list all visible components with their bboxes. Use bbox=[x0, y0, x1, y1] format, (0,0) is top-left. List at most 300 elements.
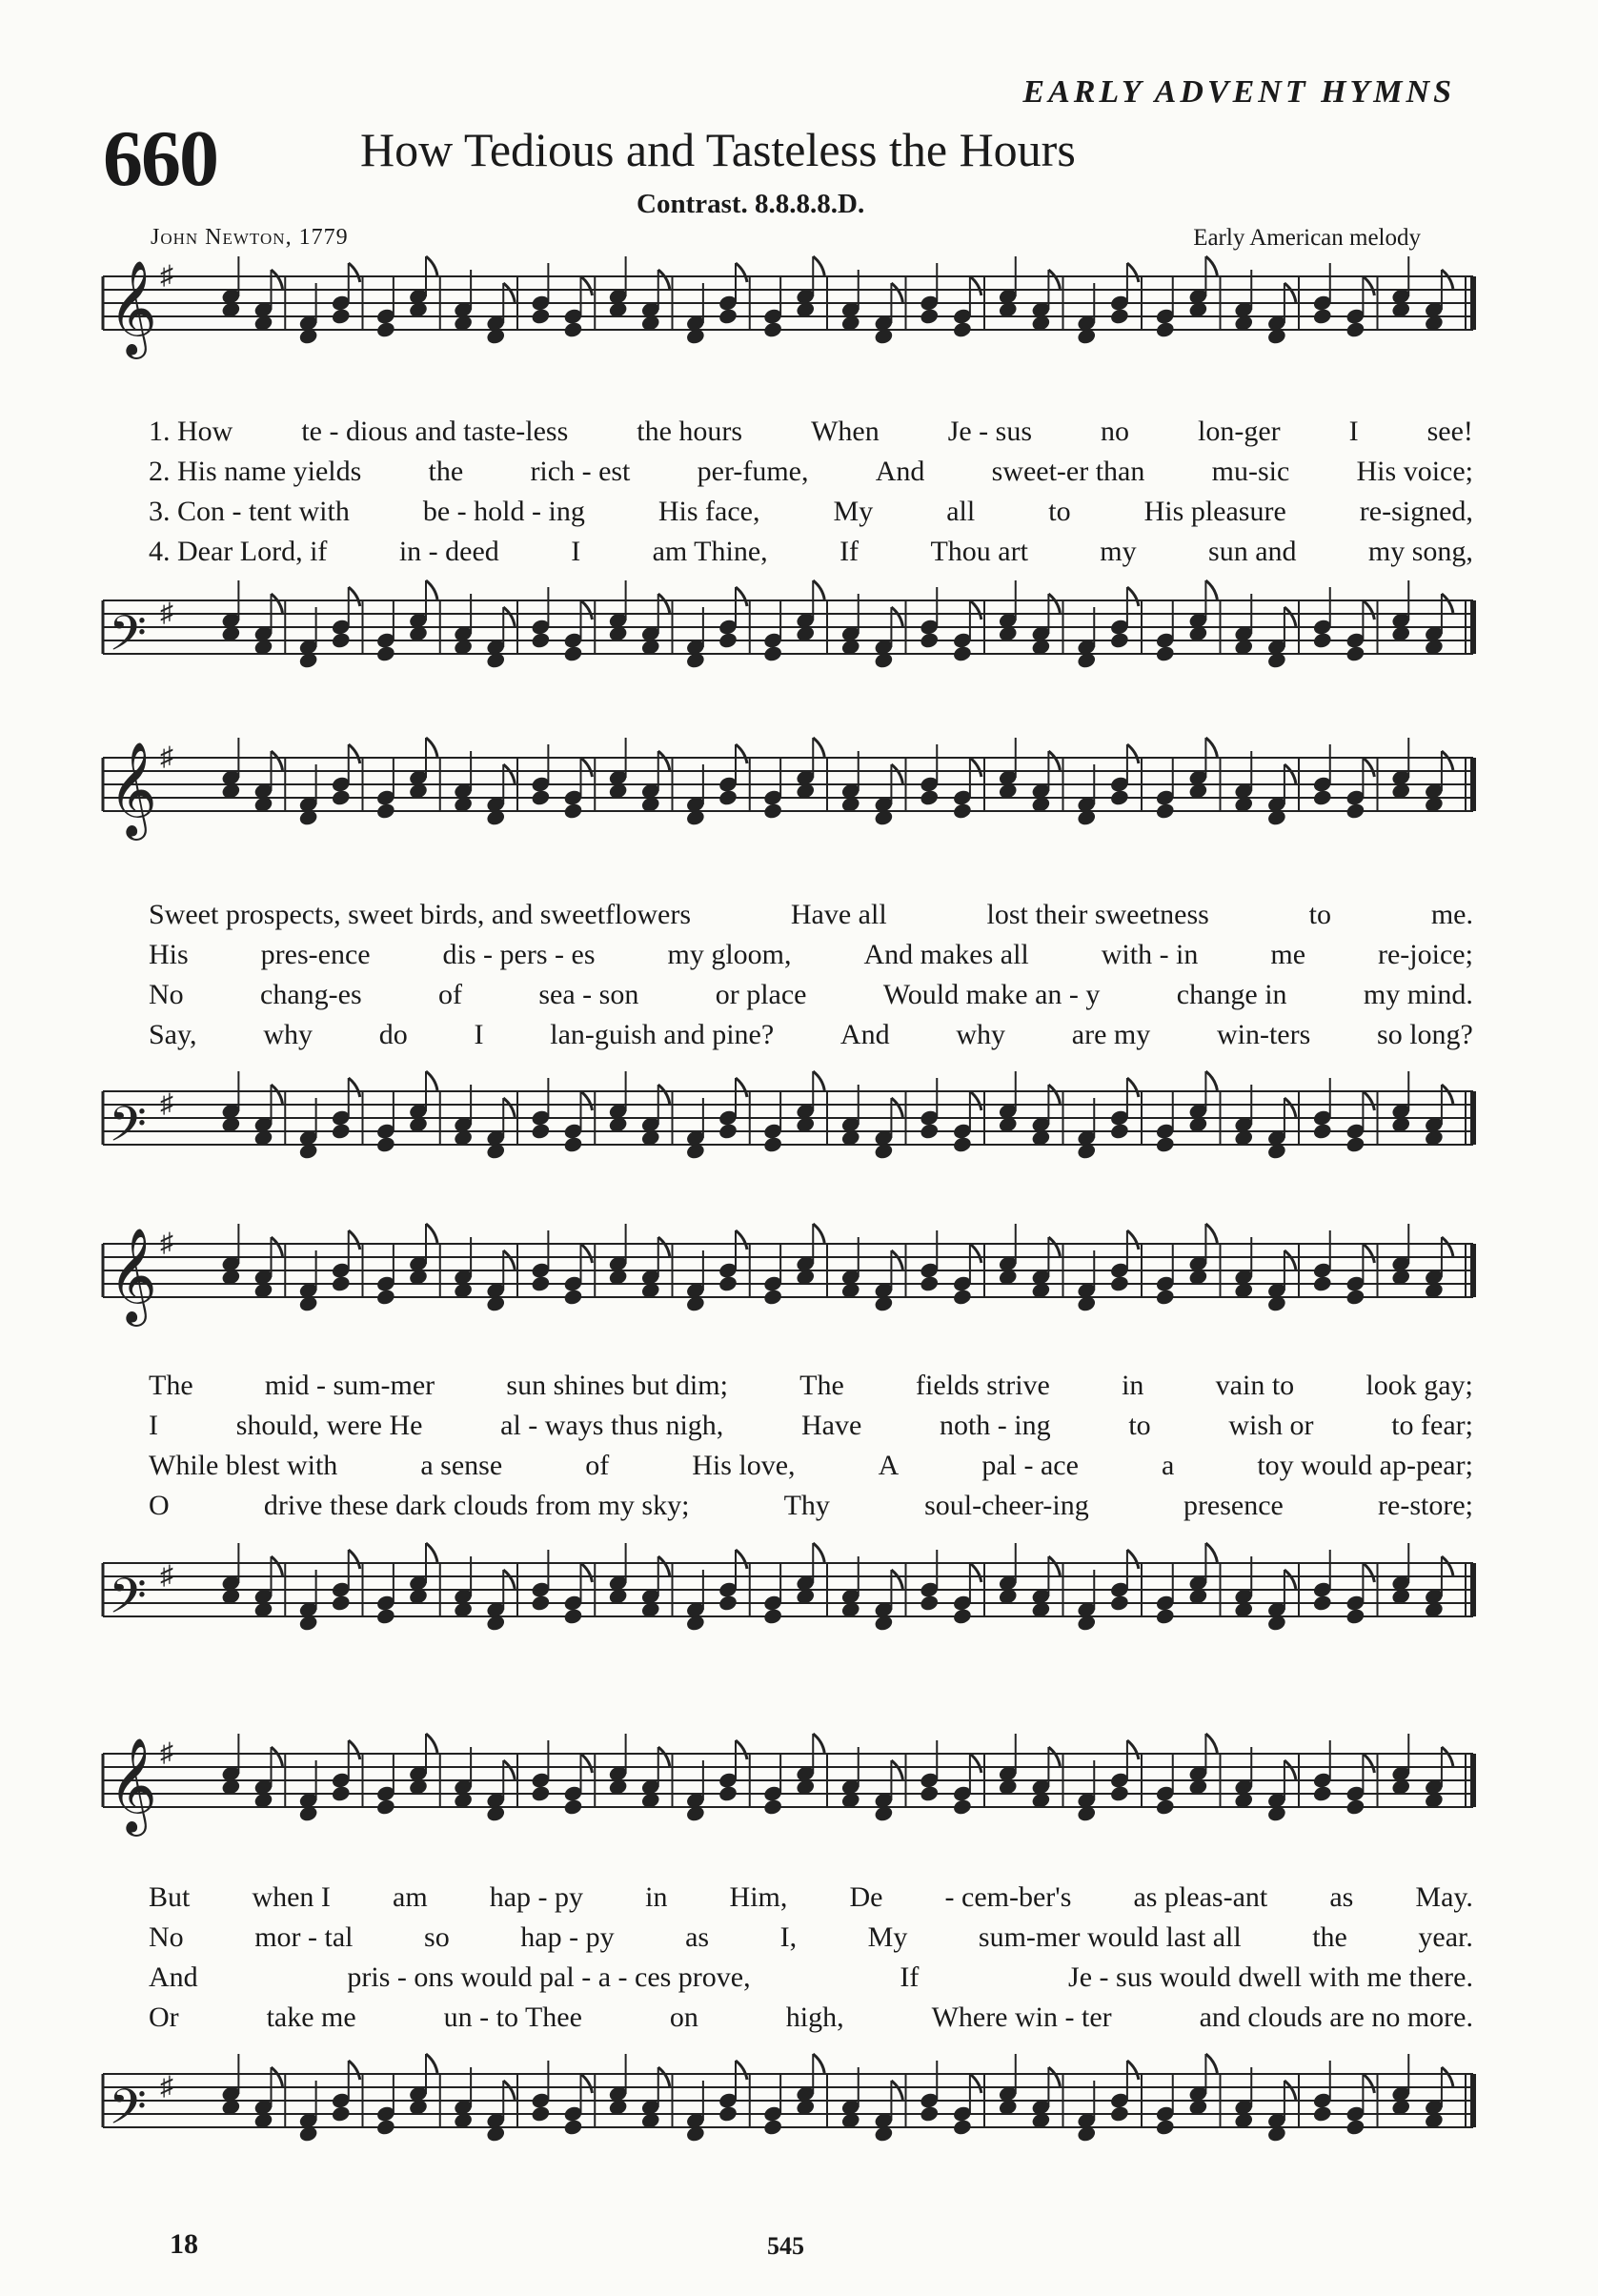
note-flag bbox=[891, 283, 902, 302]
lyric-word: I bbox=[571, 536, 581, 567]
note-flag bbox=[970, 1091, 981, 1110]
note-flag bbox=[503, 2081, 515, 2100]
note-head bbox=[1312, 307, 1333, 325]
note-flag bbox=[1205, 1224, 1217, 1243]
bass-clef-icon: 𝄢 bbox=[109, 1567, 147, 1636]
treble-clef-icon: 𝄞 bbox=[109, 260, 157, 356]
note-head bbox=[375, 802, 396, 820]
verse-line bbox=[149, 1998, 1473, 2038]
lyric-word: lan-guish and pine? bbox=[550, 1019, 775, 1050]
treble-staff bbox=[103, 1225, 1473, 1330]
lyric-word: when I bbox=[252, 1881, 331, 1913]
note-head bbox=[1109, 1122, 1130, 1140]
note-head bbox=[375, 1288, 396, 1306]
lyric-word: me bbox=[1270, 939, 1306, 970]
note-flag bbox=[1442, 751, 1453, 770]
note-flag bbox=[1048, 270, 1060, 289]
note-flag bbox=[658, 1556, 670, 1575]
lyric-word: the hours bbox=[637, 416, 743, 447]
lyric-word: And makes all bbox=[863, 939, 1029, 970]
note-head bbox=[563, 644, 584, 662]
note-flag bbox=[1442, 270, 1453, 289]
lyric-word: dis - pers - es bbox=[442, 939, 596, 970]
note-head bbox=[952, 1607, 973, 1625]
tune-meter: Contrast. 8.8.8.8.D. bbox=[637, 189, 865, 219]
lyric-word: al - ways thus nigh, bbox=[500, 1410, 724, 1441]
note-flag bbox=[349, 1078, 360, 1097]
note-flag bbox=[970, 1754, 981, 1773]
lyric-word: why bbox=[263, 1019, 313, 1050]
note-head bbox=[531, 1122, 552, 1140]
note-flag bbox=[272, 1556, 283, 1575]
note-flag bbox=[736, 1078, 747, 1097]
note-head bbox=[1109, 631, 1130, 649]
note-flag bbox=[658, 1237, 670, 1256]
bass-staff bbox=[103, 581, 1473, 686]
lyric-word: my gloom, bbox=[667, 939, 792, 970]
note-flag bbox=[349, 263, 360, 282]
note-head bbox=[718, 1122, 738, 1140]
note-head bbox=[563, 2118, 584, 2136]
note-flag bbox=[658, 270, 670, 289]
note-flag bbox=[503, 1760, 515, 1779]
lyric-word: so long? bbox=[1377, 1019, 1473, 1050]
note-flag bbox=[1442, 2067, 1453, 2086]
note-flag bbox=[1284, 283, 1296, 302]
note-head bbox=[1312, 2104, 1333, 2123]
note-flag bbox=[503, 607, 515, 626]
lyrics-block bbox=[149, 412, 1473, 572]
note-head bbox=[1312, 1274, 1333, 1292]
note-head bbox=[718, 1784, 738, 1802]
note-flag bbox=[581, 276, 593, 295]
note-flag bbox=[1284, 764, 1296, 783]
lyric-word: I bbox=[1348, 416, 1359, 447]
note-head bbox=[762, 1798, 783, 1816]
note-head bbox=[331, 1784, 352, 1802]
lyric-word: And bbox=[839, 1019, 890, 1050]
bass-staff bbox=[103, 1072, 1473, 1177]
bass-clef-icon: 𝄢 bbox=[109, 604, 147, 674]
note-flag bbox=[1442, 1237, 1453, 1256]
note-flag bbox=[349, 1740, 360, 1759]
note-flag bbox=[891, 1760, 902, 1779]
note-head bbox=[952, 1135, 973, 1153]
lyric-word: chang-es bbox=[260, 979, 362, 1010]
treble-clef-icon: 𝄞 bbox=[109, 742, 157, 837]
note-flag bbox=[1442, 1556, 1453, 1575]
note-flag bbox=[813, 256, 824, 275]
note-head bbox=[1312, 1594, 1333, 1612]
lyric-word: look gay; bbox=[1365, 1370, 1473, 1401]
note-head bbox=[718, 307, 738, 325]
note-flag bbox=[1284, 1098, 1296, 1117]
note-flag bbox=[272, 1237, 283, 1256]
note-head bbox=[1312, 1122, 1333, 1140]
treble-staff bbox=[103, 739, 1473, 843]
lyric-word: No bbox=[149, 1921, 184, 1953]
lyric-word: year. bbox=[1418, 1921, 1473, 1953]
note-flag bbox=[658, 594, 670, 613]
verse-line bbox=[149, 1015, 1473, 1055]
page-number: 545 bbox=[767, 2232, 804, 2260]
lyric-word: re-signed, bbox=[1359, 496, 1473, 527]
note-flag bbox=[813, 738, 824, 757]
bass-staff bbox=[103, 2055, 1473, 2160]
lyric-word: Or bbox=[149, 2001, 179, 2033]
note-flag bbox=[970, 758, 981, 777]
lyric-word: are my bbox=[1071, 1019, 1151, 1050]
note-flag bbox=[1048, 2067, 1060, 2086]
lyric-word: vain to bbox=[1215, 1370, 1295, 1401]
note-flag bbox=[349, 587, 360, 606]
note-head bbox=[331, 1122, 352, 1140]
note-head bbox=[1345, 1288, 1366, 1306]
note-head bbox=[531, 1594, 552, 1612]
lyric-word: wish or bbox=[1228, 1410, 1314, 1441]
lyric-word: If bbox=[839, 536, 860, 567]
note-head bbox=[952, 1798, 973, 1816]
note-head bbox=[1312, 631, 1333, 649]
lyric-word: Thou art bbox=[930, 536, 1028, 567]
note-flag bbox=[1127, 2061, 1139, 2080]
note-flag bbox=[658, 751, 670, 770]
hymn-title: How Tedious and Tasteless the Hours bbox=[360, 123, 1076, 176]
music-system-4 bbox=[103, 1735, 1473, 2183]
lyric-word: 1. How bbox=[149, 416, 233, 447]
lyric-word: I bbox=[474, 1019, 484, 1050]
note-flag bbox=[891, 1250, 902, 1270]
lyric-word: pres-ence bbox=[260, 939, 371, 970]
note-flag bbox=[1048, 1747, 1060, 1766]
lyric-word: hap - py bbox=[520, 1921, 615, 1953]
music-system-2 bbox=[103, 739, 1473, 1187]
note-head bbox=[1345, 320, 1366, 338]
note-flag bbox=[970, 2074, 981, 2093]
note-flag bbox=[1363, 2074, 1374, 2093]
sharp-icon: ♯ bbox=[160, 1738, 173, 1768]
note-head bbox=[331, 2104, 352, 2123]
note-head bbox=[952, 644, 973, 662]
treble-clef-icon: 𝄞 bbox=[109, 1228, 157, 1323]
verse-line bbox=[149, 492, 1473, 532]
note-flag bbox=[658, 1085, 670, 1104]
lyric-word: May. bbox=[1415, 1881, 1473, 1913]
note-head bbox=[1155, 1288, 1176, 1306]
note-head bbox=[718, 631, 738, 649]
note-flag bbox=[736, 744, 747, 763]
note-flag bbox=[1048, 751, 1060, 770]
verse-line bbox=[149, 1486, 1473, 1526]
verse-line bbox=[149, 452, 1473, 492]
note-flag bbox=[1127, 1550, 1139, 1569]
lyric-word: My bbox=[867, 1921, 908, 1953]
lyric-word: Say, bbox=[149, 1019, 197, 1050]
bass-clef-icon: 𝄢 bbox=[109, 1095, 147, 1165]
note-head bbox=[952, 802, 973, 820]
note-flag bbox=[1363, 758, 1374, 777]
lyric-word: of bbox=[438, 979, 463, 1010]
lyric-word: with - in bbox=[1101, 939, 1199, 970]
lyric-word: to bbox=[1308, 899, 1331, 930]
note-flag bbox=[736, 1230, 747, 1250]
note-flag bbox=[1284, 1570, 1296, 1589]
lyric-word: to fear; bbox=[1391, 1410, 1473, 1441]
lyric-word: His pleasure bbox=[1143, 496, 1286, 527]
note-flag bbox=[272, 751, 283, 770]
note-head bbox=[919, 1594, 940, 1612]
note-flag bbox=[1127, 1740, 1139, 1759]
note-flag bbox=[1048, 1556, 1060, 1575]
lyric-word: The bbox=[149, 1370, 193, 1401]
note-head bbox=[531, 631, 552, 649]
section-heading: EARLY ADVENT HYMNS bbox=[1022, 74, 1455, 110]
note-flag bbox=[1048, 1085, 1060, 1104]
bass-clef-icon: 𝄢 bbox=[109, 2078, 147, 2147]
note-flag bbox=[503, 1250, 515, 1270]
note-flag bbox=[503, 283, 515, 302]
lyric-word: high, bbox=[785, 2001, 844, 2033]
lyric-word: My bbox=[833, 496, 874, 527]
lyrics-block bbox=[149, 1878, 1473, 2038]
note-flag bbox=[1205, 580, 1217, 599]
note-flag bbox=[272, 594, 283, 613]
note-flag bbox=[1205, 738, 1217, 757]
lyric-word: lon-ger bbox=[1198, 416, 1281, 447]
lyric-word: and clouds are no more. bbox=[1199, 2001, 1473, 2033]
note-head bbox=[762, 1135, 783, 1153]
note-flag bbox=[970, 276, 981, 295]
note-head bbox=[762, 802, 783, 820]
sharp-icon: ♯ bbox=[160, 1089, 173, 1119]
verse-line bbox=[149, 1366, 1473, 1406]
lyrics-block bbox=[149, 895, 1473, 1055]
lyric-word: No bbox=[149, 979, 184, 1010]
lyric-word: Je - sus would dwell with me there. bbox=[1068, 1961, 1473, 1993]
note-head bbox=[331, 1594, 352, 1612]
note-flag bbox=[349, 1230, 360, 1250]
lyric-word: re-store; bbox=[1378, 1490, 1473, 1521]
treble-staff bbox=[103, 257, 1473, 362]
verse-line bbox=[149, 895, 1473, 935]
note-flag bbox=[581, 1244, 593, 1263]
note-flag bbox=[349, 744, 360, 763]
note-flag bbox=[581, 758, 593, 777]
note-flag bbox=[1363, 1563, 1374, 1582]
note-flag bbox=[813, 580, 824, 599]
lyrics-block bbox=[149, 1366, 1473, 1526]
note-flag bbox=[736, 2061, 747, 2080]
lyric-word: on bbox=[669, 2001, 698, 2033]
lyric-word: be - hold - ing bbox=[422, 496, 585, 527]
note-flag bbox=[1048, 594, 1060, 613]
note-flag bbox=[1048, 1237, 1060, 1256]
lyric-word: I bbox=[149, 1410, 158, 1441]
note-flag bbox=[1442, 1085, 1453, 1104]
note-flag bbox=[813, 1543, 824, 1562]
note-head bbox=[375, 1798, 396, 1816]
note-flag bbox=[1284, 1760, 1296, 1779]
verse-line bbox=[149, 975, 1473, 1015]
note-head bbox=[762, 1607, 783, 1625]
lyric-word: 4. Dear Lord, if bbox=[149, 536, 328, 567]
note-head bbox=[1312, 1784, 1333, 1802]
lyric-word: Would make an - y bbox=[882, 979, 1101, 1010]
lyric-word: fields strive bbox=[916, 1370, 1050, 1401]
lyric-word: see! bbox=[1426, 416, 1473, 447]
note-head bbox=[1109, 307, 1130, 325]
lyric-word: in bbox=[645, 1881, 668, 1913]
lyric-word: re-joice; bbox=[1378, 939, 1473, 970]
lyric-word: And bbox=[149, 1961, 198, 1993]
lyric-word: 2. His name yields bbox=[149, 456, 362, 487]
lyric-word: as pleas-ant bbox=[1133, 1881, 1268, 1913]
lyric-word: But bbox=[149, 1881, 191, 1913]
lyric-word: presence bbox=[1183, 1490, 1284, 1521]
verse-line bbox=[149, 1958, 1473, 1998]
lyric-word: Sweet prospects, sweet birds, and sweetflowers bbox=[149, 899, 692, 930]
lyric-word: the bbox=[428, 456, 464, 487]
note-head bbox=[531, 307, 552, 325]
lyric-word: all bbox=[946, 496, 976, 527]
lyric-word: soul-cheer-ing bbox=[924, 1490, 1089, 1521]
note-flag bbox=[970, 600, 981, 620]
note-flag bbox=[970, 1244, 981, 1263]
note-head bbox=[531, 788, 552, 806]
note-flag bbox=[1205, 1071, 1217, 1090]
note-flag bbox=[426, 580, 437, 599]
lyric-word: rich - est bbox=[530, 456, 631, 487]
lyric-word: toy would ap-pear; bbox=[1257, 1450, 1473, 1481]
note-head bbox=[1155, 2118, 1176, 2136]
lyric-word: sea - son bbox=[538, 979, 639, 1010]
lyric-word: a bbox=[1161, 1450, 1175, 1481]
note-flag bbox=[658, 2067, 670, 2086]
signature-mark: 18 bbox=[170, 2228, 198, 2260]
note-head bbox=[1155, 1607, 1176, 1625]
note-head bbox=[1155, 320, 1176, 338]
note-flag bbox=[426, 1543, 437, 1562]
lyric-word: mu-sic bbox=[1211, 456, 1290, 487]
treble-staff bbox=[103, 1735, 1473, 1839]
sharp-icon: ♯ bbox=[160, 1229, 173, 1258]
verse-line bbox=[149, 1406, 1473, 1446]
note-head bbox=[919, 1274, 940, 1292]
lyric-word: Where win - ter bbox=[931, 2001, 1112, 2033]
lyric-word: mor - tal bbox=[254, 1921, 354, 1953]
note-head bbox=[1155, 644, 1176, 662]
note-flag bbox=[813, 1224, 824, 1243]
note-head bbox=[1345, 1798, 1366, 1816]
lyric-word: While blest with bbox=[149, 1450, 338, 1481]
note-flag bbox=[426, 1224, 437, 1243]
lyric-word: te - dious and taste-less bbox=[301, 416, 569, 447]
lyric-word: mid - sum-mer bbox=[264, 1370, 435, 1401]
lyric-word: His bbox=[149, 939, 189, 970]
lyric-word: in bbox=[1122, 1370, 1144, 1401]
lyric-word: so bbox=[424, 1921, 450, 1953]
lyric-word: sweet-er than bbox=[991, 456, 1145, 487]
lyric-word: sum-mer would last all bbox=[978, 1921, 1242, 1953]
note-flag bbox=[1442, 594, 1453, 613]
note-flag bbox=[581, 2074, 593, 2093]
lyric-word: I, bbox=[779, 1921, 798, 1953]
lyric-word: Have all bbox=[790, 899, 887, 930]
hymn-number: 660 bbox=[103, 114, 217, 203]
note-head bbox=[718, 788, 738, 806]
note-flag bbox=[503, 764, 515, 783]
verse-line bbox=[149, 1446, 1473, 1486]
note-flag bbox=[503, 1098, 515, 1117]
lyric-word: per-fume, bbox=[697, 456, 809, 487]
note-head bbox=[1312, 788, 1333, 806]
note-flag bbox=[1363, 1244, 1374, 1263]
note-flag bbox=[426, 1734, 437, 1753]
note-head bbox=[952, 1288, 973, 1306]
note-flag bbox=[1284, 607, 1296, 626]
lyric-word: or place bbox=[715, 979, 807, 1010]
note-flag bbox=[1205, 1734, 1217, 1753]
lyric-word: my song, bbox=[1367, 536, 1473, 567]
note-head bbox=[1109, 788, 1130, 806]
note-flag bbox=[658, 1747, 670, 1766]
note-flag bbox=[1363, 1091, 1374, 1110]
note-flag bbox=[813, 1071, 824, 1090]
sharp-icon: ♯ bbox=[160, 261, 173, 291]
lyric-word: De bbox=[849, 1881, 883, 1913]
lyric-word: Je - sus bbox=[947, 416, 1033, 447]
note-head bbox=[331, 788, 352, 806]
verse-line bbox=[149, 935, 1473, 975]
note-flag bbox=[272, 2067, 283, 2086]
lyric-word: my bbox=[1100, 536, 1137, 567]
note-flag bbox=[813, 2054, 824, 2073]
lyric-word: pal - ace bbox=[981, 1450, 1079, 1481]
note-head bbox=[1155, 1798, 1176, 1816]
note-head bbox=[1155, 802, 1176, 820]
note-flag bbox=[736, 1550, 747, 1569]
note-flag bbox=[1284, 1250, 1296, 1270]
lyric-word: win-ters bbox=[1216, 1019, 1311, 1050]
note-head bbox=[375, 1135, 396, 1153]
note-flag bbox=[1127, 1230, 1139, 1250]
note-head bbox=[375, 1607, 396, 1625]
lyric-word: hap - py bbox=[489, 1881, 584, 1913]
note-flag bbox=[1363, 276, 1374, 295]
note-head bbox=[762, 644, 783, 662]
lyric-word: lost their sweetness bbox=[986, 899, 1209, 930]
note-flag bbox=[1127, 263, 1139, 282]
note-flag bbox=[1363, 1754, 1374, 1773]
note-head bbox=[331, 631, 352, 649]
note-head bbox=[919, 2104, 940, 2123]
note-flag bbox=[1442, 1747, 1453, 1766]
note-flag bbox=[1127, 1078, 1139, 1097]
verse-line bbox=[149, 532, 1473, 572]
note-head bbox=[1345, 802, 1366, 820]
lyric-word: O bbox=[149, 1490, 170, 1521]
lyric-word: drive these dark clouds from my sky; bbox=[263, 1490, 690, 1521]
note-flag bbox=[736, 263, 747, 282]
music-system-3 bbox=[103, 1225, 1473, 1673]
verse-line bbox=[149, 1878, 1473, 1918]
lyric-word: why bbox=[956, 1019, 1006, 1050]
lyric-word: me. bbox=[1430, 899, 1473, 930]
lyric-word: His voice; bbox=[1356, 456, 1473, 487]
lyric-word: His face, bbox=[657, 496, 760, 527]
lyric-word: a sense bbox=[420, 1450, 503, 1481]
lyric-word: pris - ons would pal - a - ces prove, bbox=[347, 1961, 751, 1993]
